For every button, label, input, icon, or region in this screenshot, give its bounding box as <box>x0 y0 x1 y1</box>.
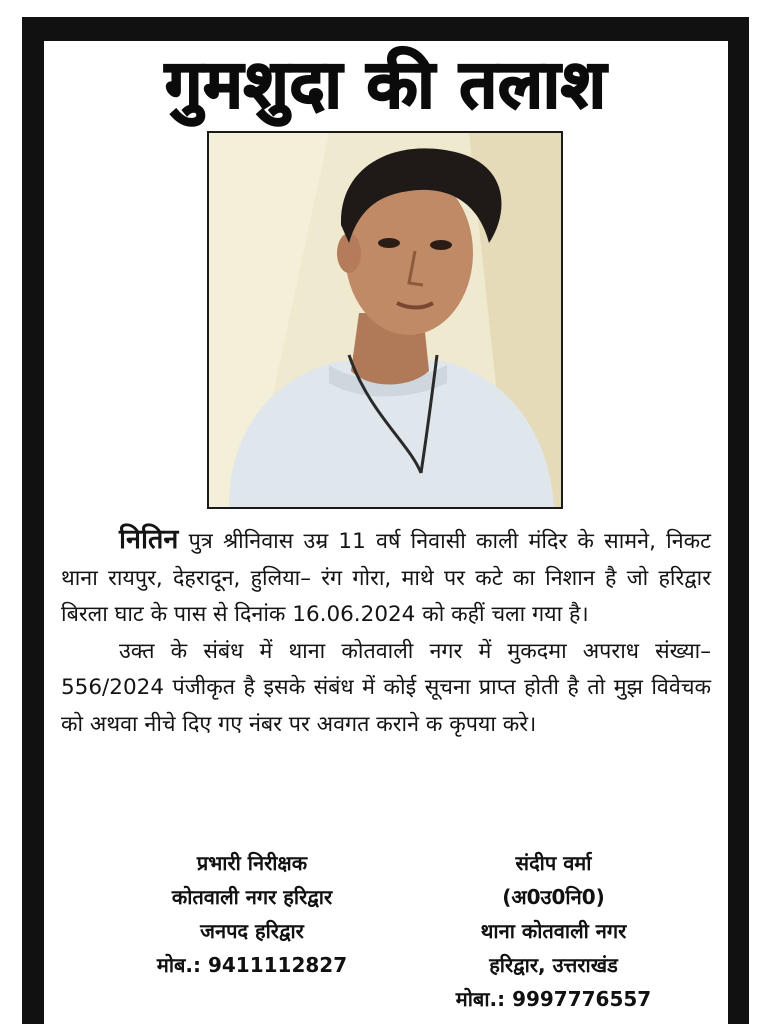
contact-left-phone: मोब.: 9411112827 <box>156 953 348 977</box>
description-paragraph-2: उक्त के संबंध में थाना कोतवाली नगर में मुकदमा अपराध संख्या–556/2024 पंजीकृत है इसके संबंध में कोई सूचना प्राप्त होती है तो मुझ विवेचक को अथवा नीचे दिए गए नंबर पर अवगत कराने क कृपया करे। <box>61 638 711 737</box>
contact-left-station: कोतवाली नगर हरिद्वार <box>171 885 333 909</box>
person-name: नितिन <box>119 524 179 555</box>
contact-right-location: हरिद्वार, उत्तराखंड <box>489 953 618 977</box>
description-text <box>61 522 711 743</box>
missing-person-photo <box>207 131 563 509</box>
contact-right-phone: मोबा.: 9997776557 <box>455 987 652 1011</box>
contact-left-district: जनपद हरिद्वार <box>200 919 304 943</box>
contact-right-name: संदीप वर्मा <box>515 851 592 875</box>
contact-right-rank: (अ0उ0नि0) <box>502 885 605 909</box>
poster-title: गुमशुदा की तलाश <box>165 46 607 123</box>
contact-block-right <box>426 846 681 1016</box>
contact-left-designation: प्रभारी निरीक्षक <box>196 851 308 875</box>
contact-right-station: थाना कोतवाली नगर <box>480 919 627 943</box>
contact-block-left <box>106 846 398 982</box>
person-photo-illustration <box>209 133 561 507</box>
description-paragraph-1 <box>61 522 711 634</box>
description-paragraph-1-text: पुत्र श्रीनिवास उम्र 11 वर्ष निवासी काली मंदिर के सामने, निकट थाना रायपुर, देहरादून, हुलिया– रंग गोरा, माथे पर कटे का निशान है जो हरिद्वार बिरला घाट के पास से दिनांक 16.06.2024 को कहीं चला गया है। <box>61 529 711 627</box>
